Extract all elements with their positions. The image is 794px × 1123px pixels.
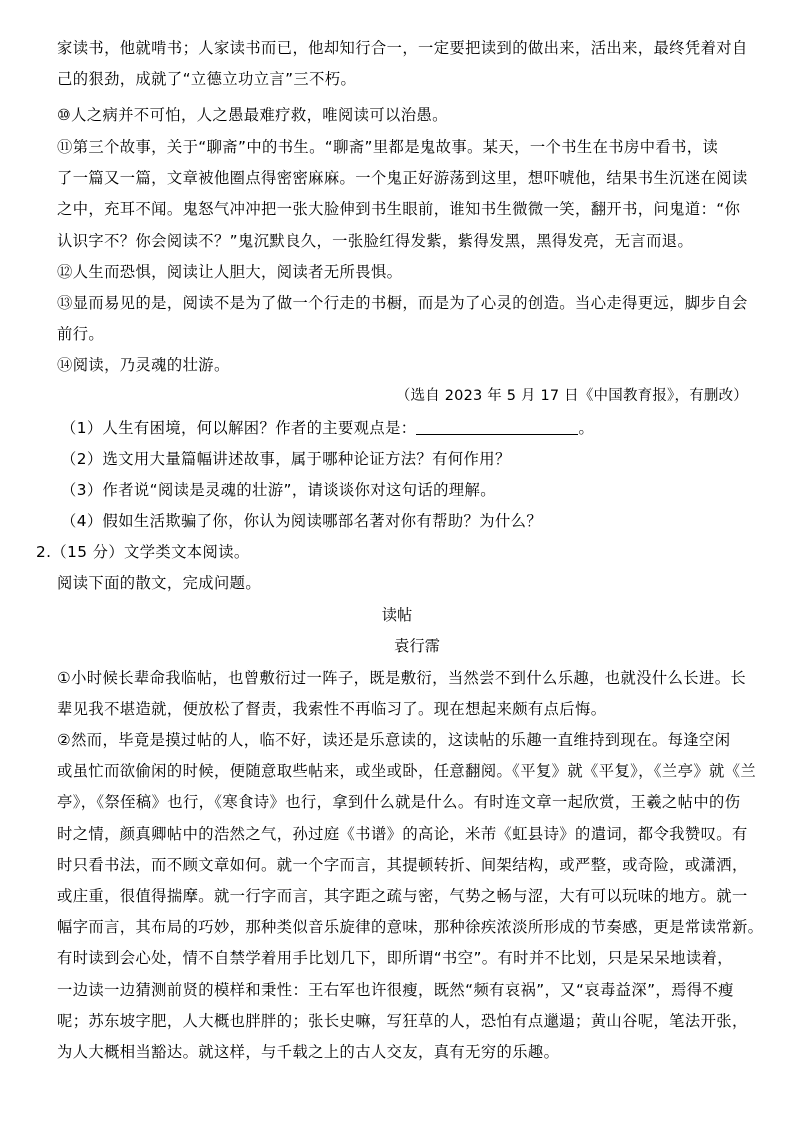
text-line: 呢；苏东坡字肥，人大概也胖胖的；张长史嘛，写狂草的人，恐怕有点邋遢；黄山谷呢，笔法开张， [57,1011,748,1030]
text-line: 家读书，他就啃书；人家读书而已，他却知行合一，一定要把读到的做出来，活出来，最终凭着对自 [57,39,748,57]
text-line: 为人大概相当豁达。就这样，与千载之上的古人交友，真有无穷的乐趣。 [57,1042,560,1061]
paragraph-12 [57,257,757,288]
question-1-text: （1）人生有困境，何以解困？作者的主要观点是： [61,419,417,437]
paragraph-13 [57,288,757,350]
text-line: ⑭阅读，乃灵魂的壮游。 [57,356,230,374]
text-line: 一边读一边猜测前贤的模样和秉性：王右军也许很瘦，既然“频有哀祸”，又“哀毒益深”，焉得不瘦 [57,980,734,999]
essay-paragraph-2 [57,725,764,1068]
text-line: 认识字不？你会阅读不？”鬼沉默良久，一张脸红得发紫，紫得发黑，黑得发亮，无言而退。 [57,231,694,250]
text-line: 辈见我不堪造就，便放松了督责，我索性不再临习了。现在想起来颇有点后悔。 [57,700,607,719]
question-1-end: 。 [578,419,595,437]
text-line: 之中，充耳不闻。鬼怒气冲冲把一张大脸伸到书生眼前，谁知书生微微一笑，翻开书，问鬼道：“你 [57,200,741,219]
text-line: ①小时候长辈命我临帖，也曾敷衍过一阵子，既是敷衍，当然尝不到什么乐趣，也就没什么长进。长 [57,669,747,687]
source-citation: （选自 2023 年 5 月 17 日《中国教育报》，有删改） [395,388,748,404]
paragraph-10 [57,100,757,131]
text-line: 时只看书法，而不顾文章如何。就一个字而言，其提顿转折、间架结构，或严整，或奇险，或潇洒， [57,855,748,874]
text-line: 或庄重，很值得揣摩。就一行字而言，其字距之疏与密，气势之畅与涩，大有可以玩味的地方。就一 [57,886,748,905]
reading-instruction: 阅读下面的散文，完成问题。 [57,574,262,592]
section-2-heading: 2.（15 分）文学类文本阅读。 [36,543,250,561]
question-4: （4）假如生活欺骗了你，你认为阅读哪部名著对你有帮助？为什么？ [61,512,543,530]
paragraph-11 [57,132,757,257]
text-line: 时之情，颜真卿帖中的浩然之气，孙过庭《书谱》的高论，米芾《虹县诗》的遣词，都令我赞叹。有 [57,824,748,843]
answer-blank[interactable] [416,418,578,435]
text-line: ⑪第三个故事，关于“聊斋”中的书生。“聊斋”里都是鬼故事。某天，一个书生在书房中看书，读 [57,138,719,156]
text-line: 或虽忙而欲偷闲的时候，便随意取些帖来，或坐或卧，任意翻阅。《平复》就《平复》，《兰亭》就《兰 [57,762,757,781]
question-2: （2）选文用大量篇幅讲述故事，属于哪种论证方法？有何作用？ [61,450,511,468]
text-line: 幅字而言，其布局的巧妙，那种类似音乐旋律的意味，那种徐疾浓淡所形成的节奏感，更是常读常新。 [57,918,764,937]
text-line: ⑫人生而恐惧，阅读让人胆大，阅读者无所畏惧。 [57,263,403,281]
paragraph-continued [57,33,757,95]
paragraph-14 [57,350,757,381]
text-line: ⑬显而易见的是，阅读不是为了做一个行走的书橱，而是为了心灵的创造。当心走得更远，脚步自会 [57,294,748,312]
essay-paragraph-1 [57,663,757,725]
text-line: 有时读到会心处，情不自禁学着用手比划几下，即所谓“书空”。有时并不比划，只是呆呆地读着， [57,949,733,968]
text-line: 前行。 [57,325,105,344]
essay-author: 袁行霈 [394,637,440,655]
text-line: 了一篇又一篇，文章被他圈点得密密麻麻。一个鬼正好游荡到这里，想吓唬他，结果书生沉迷在阅读 [57,169,748,188]
essay-title: 读帖 [381,606,413,624]
text-line: 亭》，《祭侄稿》也行，《寒食诗》也行，拿到什么就是什么。有时连文章一起欣赏，王羲之帖中的伤 [57,793,741,812]
text-line: ⑩人之病并不可怕，人之愚最难疗救，唯阅读可以治愚。 [57,106,448,124]
question-3: （3）作者说“阅读是灵魂的壮游”，请谈谈你对这句话的理解。 [61,481,496,499]
question-1 [61,413,594,444]
text-line: ②然而，毕竟是摸过帖的人，临不好，读还是乐意读的，这读帖的乐趣一直维持到现在。每逢空闲 [57,731,731,749]
text-line: 己的狠劲，成就了“立德立功立言”三不朽。 [57,70,357,89]
